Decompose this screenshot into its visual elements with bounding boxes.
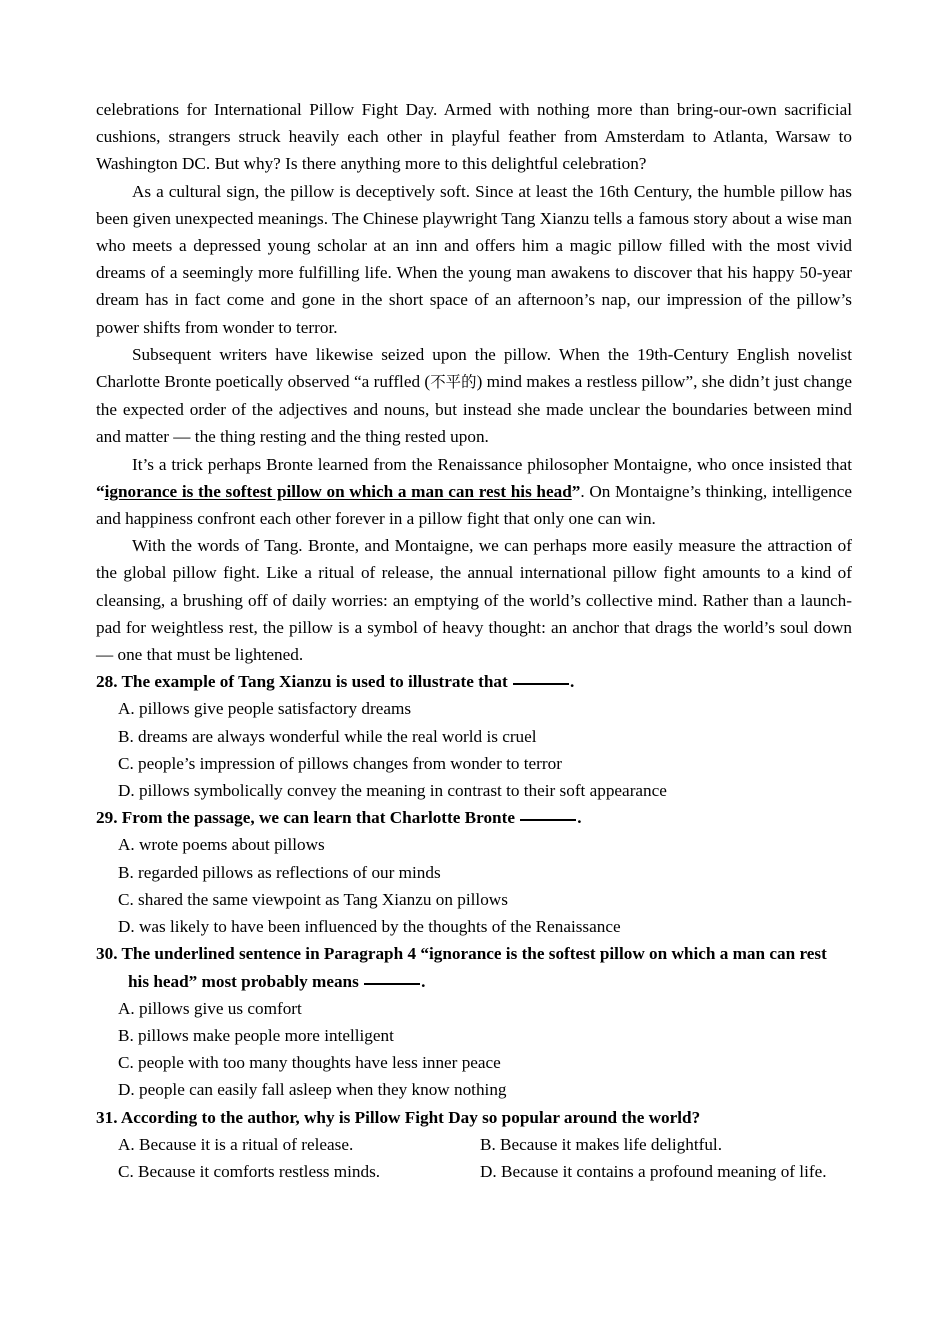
question-30-stem: [96, 940, 852, 994]
question-29-stem-end: .: [577, 808, 582, 828]
question-31-stem: 31. According to the author, why is Pillow Fight Day so popular around the world?: [96, 1107, 701, 1127]
question-30-option-a[interactable]: A. pillows give us comfort: [118, 998, 302, 1018]
question-29-blank[interactable]: [520, 819, 576, 821]
passage-paragraph-3: [96, 341, 852, 451]
question-30-option-d[interactable]: D. people can easily fall asleep when they know nothing: [118, 1080, 507, 1100]
montaigne-quote: [96, 482, 580, 501]
passage-paragraph-4: [96, 451, 852, 533]
question-28-option-d[interactable]: D. pillows symbolically convey the meaning in contrast to their soft appearance: [118, 781, 667, 801]
question-29-option-c[interactable]: C. shared the same viewpoint as Tang Xianzu on pillows: [118, 889, 508, 909]
question-28-option-b[interactable]: B. dreams are always wonderful while the real world is cruel: [118, 726, 537, 746]
question-30-stem-text: 30. The underlined sentence in Paragraph 4 “ignorance is the softest pillow on which a man can rest his head” most probably means: [96, 944, 827, 991]
question-31: [96, 1104, 852, 1186]
question-31-options: [96, 1131, 852, 1185]
passage-paragraph-3-post: ) mind makes a restless pillow”, she didn’t just change the expected order of the adjectives and nouns, but instead she made unclear the boundaries between mind and matter — the thing resting and the thing rested upon.: [96, 372, 852, 447]
question-30-option-b[interactable]: B. pillows make people more intelligent: [118, 1025, 394, 1045]
passage-body: [96, 96, 852, 668]
question-29-option-a[interactable]: A. wrote poems about pillows: [118, 835, 325, 855]
question-28-option-a[interactable]: A. pillows give people satisfactory dreams: [118, 699, 412, 719]
question-29-option-b[interactable]: B. regarded pillows as reflections of our minds: [118, 862, 441, 882]
question-31-option-b[interactable]: B. Because it makes life delightful.: [480, 1134, 722, 1154]
question-31-option-a[interactable]: A. Because it is a ritual of release.: [118, 1134, 354, 1154]
question-29-stem: [96, 804, 852, 831]
chinese-gloss: 不平的: [430, 373, 477, 392]
quote-close-mark: ”: [571, 481, 581, 501]
question-28-blank[interactable]: [513, 683, 569, 685]
question-29-option-d[interactable]: D. was likely to have been influenced by the thoughts of the Renaissance: [118, 917, 621, 937]
passage-paragraph-3-pre: Subsequent writers have likewise seized upon the pillow. When the 19th-Century English novelist Charlotte Bronte poetically observed “a ruffled (: [96, 344, 852, 392]
question-30: [96, 940, 852, 1103]
question-28-stem-text: 28. The example of Tang Xianzu is used to illustrate that: [96, 672, 513, 692]
passage-paragraph-5: With the words of Tang. Bronte, and Montaigne, we can perhaps more easily measure the attraction of the global pillow fight. Like a ritual of release, the annual international pillow fight amounts to a kind of cleansing, a brushing off of daily worries: an emptying of the world’s collective mind. Rather than a launch-pad for weightless rest, the pillow is a symbol of heavy thought: an anchor that drags the world’s soul down — one that must be lightened.: [96, 536, 852, 665]
question-28-option-c[interactable]: C. people’s impression of pillows changes from wonder to terror: [118, 753, 562, 773]
passage-paragraph-4-pre: It’s a trick perhaps Bronte learned from the Renaissance philosopher Montaigne, who once insisted that: [132, 454, 852, 474]
question-30-blank[interactable]: [364, 983, 420, 985]
underlined-quote-text: ignorance is the softest pillow on which a man can rest his head: [104, 481, 572, 501]
question-31-option-c[interactable]: C. Because it comforts restless minds.: [118, 1161, 381, 1181]
question-28-stem-end: .: [570, 672, 575, 692]
question-28-stem: [96, 668, 852, 695]
question-29-stem-text: 29. From the passage, we can learn that Charlotte Bronte: [96, 808, 520, 828]
question-29: [96, 804, 852, 940]
quote-open-mark: “: [96, 481, 105, 501]
question-30-stem-end: .: [421, 971, 426, 991]
question-30-option-c[interactable]: C. people with too many thoughts have less inner peace: [118, 1053, 501, 1073]
passage-paragraph-4-post: . On Montaigne’s thinking, intelligence and happiness confront each other forever in a pillow fight that only one can win.: [96, 481, 852, 529]
question-31-option-d[interactable]: D. Because it contains a profound meaning of life.: [480, 1161, 827, 1181]
document-content: [96, 96, 852, 1185]
passage-paragraph-2: As a cultural sign, the pillow is deceptively soft. Since at least the 16th Century, the humble pillow has been given unexpected meanings. The Chinese playwright Tang Xianzu tells a famous story about a wise man who meets a depressed young scholar at an inn and offers him a magic pillow filled with the most vivid dreams of a seemingly more fulfilling life. When the young man awakens to discover that his happy 50-year dream has in fact come and gone in the short space of an afternoon’s nap, our impression of the pillow’s power shifts from wonder to terror.: [96, 181, 852, 337]
passage-paragraph-1: celebrations for International Pillow Fight Day. Armed with nothing more than bring-our-own sacrificial cushions, strangers struck heavily each other in playful feather from Amsterdam to Atlanta, Warsaw to Washington DC. But why? Is there anything more to this delightful celebration?: [96, 100, 852, 174]
question-28: [96, 668, 852, 804]
